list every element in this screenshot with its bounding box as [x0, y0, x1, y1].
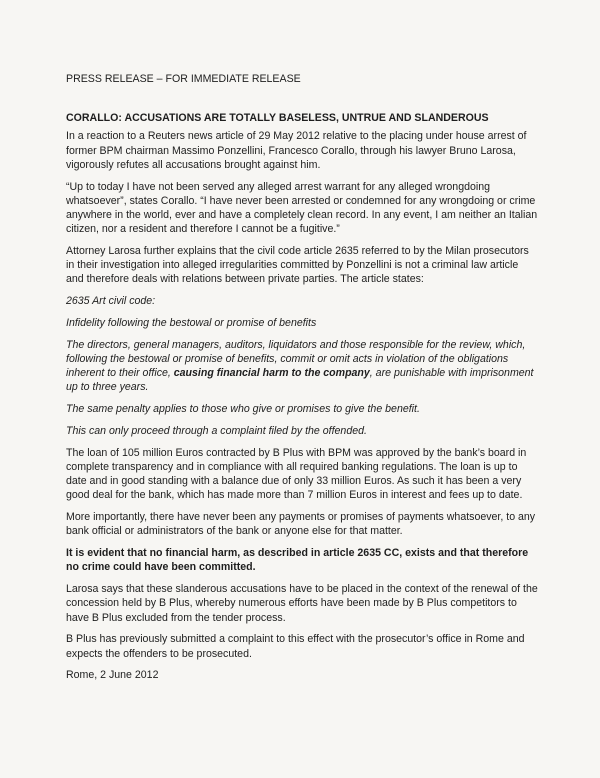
headline: CORALLO: ACCUSATIONS ARE TOTALLY BASELESS, UNTRUE AND SLANDEROUS	[66, 112, 489, 125]
code-body-start: The directors, general managers, auditors, liquidators and those responsible for the review, which, following the bestowal or promise of benefits, commit or omit acts in violation of the obligations inherent to their office,	[66, 338, 526, 380]
paragraph-payments: More importantly, there have never been any payments or promises of payments whatsoever, to any bank official or administrators of the bank or anyone else for that matter.	[66, 511, 536, 538]
paragraph-attorney: Attorney Larosa further explains that the civil code article 2635 referred to by the Milan prosecutors in their investigation into alleged irregularities committed by Ponzellini is not a criminal law article and therefore deals with relations between private parties. The article states:	[66, 245, 529, 286]
paragraph-quote: “Up to today I have not been served any alleged arrest warrant for any alleged wrongdoing whatsoever”, states Corallo. “I have never been arrested or condemned for any wrongdoing or crime anywhere in the world, ever and have a completely clean record. In any event, I am neither an Italian citizen, nor a resident and therefore I cannot be a fugitive.”	[66, 180, 538, 236]
code-title: Infidelity following the bestowal or promise of benefits	[66, 317, 317, 330]
paragraph-intro: In a reaction to a Reuters news article of 29 May 2012 relative to the placing under house arrest of former BPM chairman Massimo Ponzellini, Francesco Corallo, through his lawyer Bruno Larosa, vigorously refutes all accusations brought against him.	[66, 130, 527, 171]
code-reference: 2635 Art civil code:	[66, 295, 156, 308]
code-body-end: , are punishable with imprisonment up to three years.	[66, 367, 534, 394]
paragraph-loan: The loan of 105 million Euros contracted by B Plus with BPM was approved by the bank’s board in complete transparency and in compliance with all required banking regulations. The loan is up to date and in good standing with a balance due of only 33 million Euros. As such it has been a very good deal for the bank, which has made more than 7 million Euros in interest and fees up to date.	[66, 446, 527, 502]
paragraph-evident: It is evident that no financial harm, as described in article 2635 CC, exists and that therefore no crime could have been committed.	[66, 547, 529, 574]
release-header: PRESS RELEASE – FOR IMMEDIATE RELEASE	[66, 73, 301, 85]
paragraph-complaint: This can only proceed through a complaint filed by the offended.	[66, 425, 367, 438]
code-body-emphasis: causing financial harm to the company	[173, 367, 370, 380]
paragraph-context: Larosa says that these slanderous accusations have to be placed in the context of the renewal of the concession held by B Plus, whereby numerous efforts have been made by B Plus competitors to have B Plus excluded from the tender process.	[66, 583, 538, 624]
code-body	[66, 338, 538, 395]
paragraph-penalty: The same penalty applies to those who give or promises to give the benefit.	[66, 403, 420, 416]
paragraph-submitted: B Plus has previously submitted a complaint to this effect with the prosecutor’s office in Rome and expects the offenders to be prosecuted.	[66, 633, 525, 660]
dateline: Rome, 2 June 2012	[66, 669, 159, 682]
